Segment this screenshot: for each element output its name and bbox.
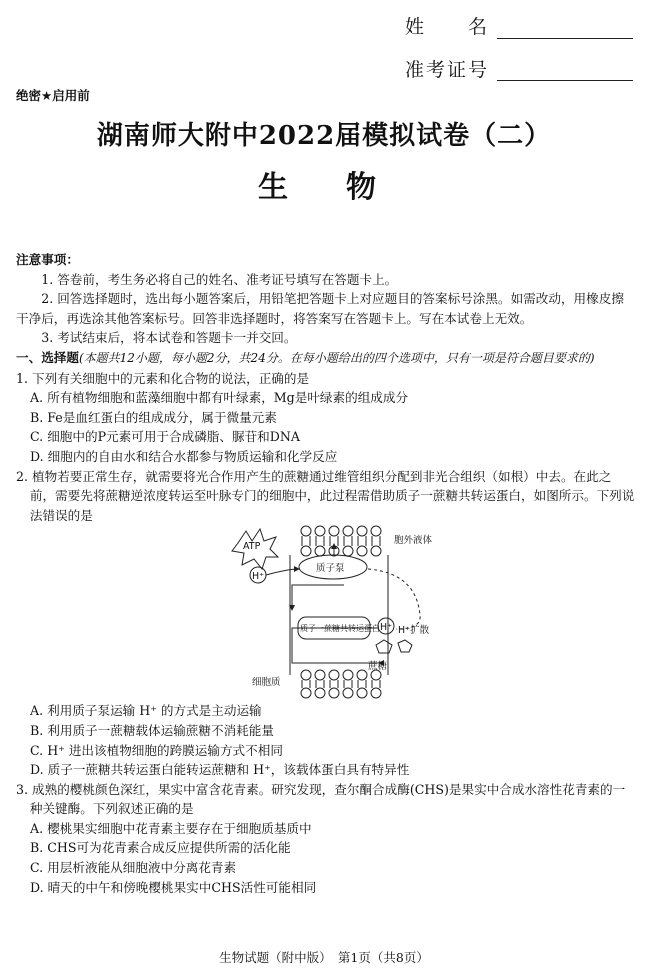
h-plus-diffuse-label: H⁺扩散 [398, 625, 430, 637]
membrane-diagram [16, 525, 636, 701]
question-2-option-b: B. 利用质子一蔗糖载体运输蔗糖不消耗能量 [30, 722, 274, 738]
notice-heading: 注意事项： [16, 252, 79, 267]
question-1-option-c: C. 细胞中的P元素可用于合成磷脂、脲苷和DNA [30, 429, 300, 445]
outside-fluid-label: 胞外液体 [394, 535, 433, 547]
h-plus-label-right: H⁺ [380, 622, 393, 634]
membrane-bilayer-bottom [301, 670, 381, 698]
question-2-stem: 2. 植物若要正常生存，就需要将光合作用产生的蔗糖通过维管组织分配到非光合组织（如根）中去。在此之前，需要先将蔗糖逆浓度转运至叶脉专门的细胞中，此过程需借助质子一蔗糖共转运蛋白，如图所示。下列说法错误的是 [16, 468, 635, 523]
membrane-bilayer-top [301, 526, 381, 556]
sucrose-shape [376, 640, 412, 653]
name-blank [497, 38, 633, 39]
exam-number-label: 准考证号 [405, 59, 490, 81]
question-1-option-d: D. 细胞内的自由水和结合水都参与物质运输和化学反应 [30, 448, 338, 464]
section-title: 一、选择题 [16, 349, 79, 365]
h-plus-label-left: H⁺ [252, 571, 265, 583]
section-note: (本题共12小题，每小题2分，共24分。在每小题给出的四个选项中，只有一项是符合题目要求的) [78, 350, 595, 365]
notice-item-2: 2. 回答选择题时，选出每小题答案后，用铅笔把答题卡上对应题目的答案标号涂黑。如需改动，用橡皮擦干净后，再选涂其他答案标号。回答非选择题时，将答案写在答题卡上。写在本试卷上无效。 [16, 291, 624, 326]
membrane-diagram-svg [228, 525, 458, 701]
atp-label: ATP [243, 541, 261, 553]
section-heading [16, 348, 636, 369]
question-2-option-d: D. 质子一蔗糖共转运蛋白能转运蔗糖和 H⁺，该载体蛋白具有特异性 [30, 762, 410, 778]
question-1-option-b: B. Fe是血红蛋白的组成成分，属于微量元素 [30, 409, 277, 425]
proton-pump-label: 质子泵 [316, 563, 345, 575]
arrow-sucrose-in [292, 628, 378, 663]
notice-item-3: 3. 考试结束后，将本试卷和答题卡一并交回。 [41, 330, 297, 346]
question-3-option-d: D. 晴天的中午和傍晚樱桃果实中CHS活性可能相同 [30, 879, 317, 895]
page-footer: 生物试题（附中版） 第1页（共8页） [219, 950, 429, 965]
question-1-stem: 1. 下列有关细胞中的元素和化合物的说法，正确的是 [16, 370, 310, 386]
name-label: 姓 名 [405, 16, 490, 38]
exam-title: 湖南师大附中2022届模拟试卷（二） [96, 121, 552, 151]
question-1-option-a: A. 所有植物细胞和蓝藻细胞中都有叶绿素，Mg是叶绿素的组成成分 [30, 390, 409, 406]
exam-number-blank [497, 80, 633, 81]
exam-content [16, 250, 636, 897]
arrow-h-plus-to-pump [266, 569, 298, 575]
cytoplasm-label: 细胞质 [252, 677, 281, 689]
co-transporter-label: 质子一蔗糖共转运蛋白 [300, 624, 380, 634]
question-3-option-a: A. 樱桃果实细胞中花青素主要存在于细胞质基质中 [30, 820, 312, 836]
sucrose-label: 蔗糖 [368, 661, 388, 673]
arrow-pump-loop [292, 585, 344, 609]
subject-title: 生 物 [258, 170, 390, 205]
question-3-stem: 3. 成熟的樱桃颜色深红，果实中富含花青素。研究发现，查尔酮合成酶(CHS)是果实中合成水溶性花青素的一种关键酶。下列叙述正确的是 [16, 781, 626, 817]
question-2-option-c: C. H⁺ 进出该植物细胞的跨膜运输方式不相同 [30, 742, 283, 758]
secret-mark: 绝密★启用前 [16, 88, 90, 103]
question-2-option-a: A. 利用质子泵运输 H⁺ 的方式是主动运输 [30, 703, 262, 719]
notice-item-1: 1. 答卷前，考生务必将自己的姓名、准考证号填写在答题卡上。 [41, 271, 398, 287]
question-3-option-b: B. CHS可为花青素合成反应提供所需的活化能 [30, 840, 291, 856]
question-3-option-c: C. 用层析液能从细胞液中分离花青素 [30, 860, 237, 876]
arrow-h-plus-diffuse [368, 569, 420, 629]
